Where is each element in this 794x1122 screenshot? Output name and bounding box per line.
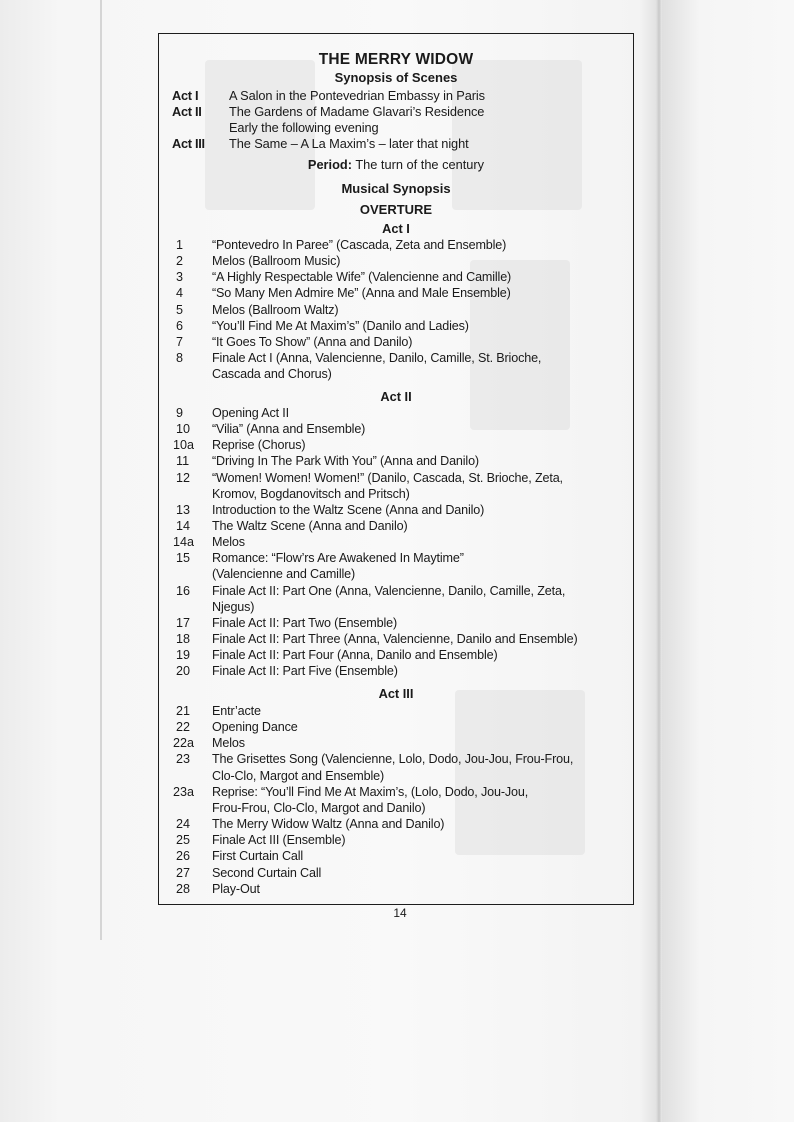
item-number: 8 (176, 351, 184, 366)
period-line (158, 157, 634, 172)
period-label: Period: (307, 157, 352, 172)
page-edge-shadow (656, 0, 662, 1122)
item-number: 10a (173, 438, 195, 453)
act1-heading: Act I (382, 221, 410, 236)
item-number: 13 (176, 502, 191, 517)
item-title: Introduction to the Waltz Scene (Anna and Danilo) (212, 502, 485, 517)
item-title: Finale Act II: Part One (Anna, Valencienne, Danilo, Camille, Zeta, Njegus) (212, 583, 566, 614)
item-title: Finale Act II: Part Five (Ensemble) (212, 664, 398, 679)
item-title: Finale Act III (Ensemble) (212, 833, 346, 848)
scene-act-label: Act I (172, 88, 199, 103)
item-title: Finale Act II: Part Three (Anna, Valencienne, Danilo and Ensemble) (212, 632, 578, 647)
item-title: The Merry Widow Waltz (Anna and Danilo) (212, 817, 445, 832)
period-value: The turn of the century (352, 157, 485, 172)
item-number: 15 (176, 551, 191, 566)
item-number: 7 (176, 334, 184, 349)
page-title: THE MERRY WIDOW (318, 51, 474, 68)
item-number: 2 (176, 254, 184, 269)
item-title: “Driving In The Park With You” (Anna and Danilo) (212, 454, 479, 469)
item-number: 6 (176, 318, 184, 333)
scene-description: Early the following evening (229, 120, 379, 135)
scene-description: A Salon in the Pontevedrian Embassy in Paris (229, 88, 485, 103)
item-number: 14 (176, 519, 191, 534)
item-title: “So Many Men Admire Me” (Anna and Male Ensemble) (212, 286, 511, 301)
item-title: Finale Act II: Part Four (Anna, Danilo and Ensemble) (212, 648, 498, 663)
item-title: Entr’acte (212, 704, 261, 718)
item-title: “Vilia” (Anna and Ensemble) (212, 422, 366, 437)
item-title: “It Goes To Show” (Anna and Danilo) (212, 334, 413, 349)
item-number: 17 (176, 615, 191, 630)
scene-act-label: Act II (172, 104, 202, 119)
item-title: The Waltz Scene (Anna and Danilo) (212, 519, 408, 534)
item-number: 10 (176, 422, 191, 437)
item-title: “You’ll Find Me At Maxim’s” (Danilo and Ladies) (212, 318, 469, 333)
scene-description: The Same – A La Maxim’s – later that night (229, 136, 469, 151)
item-title: Second Curtain Call (212, 865, 322, 880)
item-number: 16 (176, 583, 191, 598)
item-number: 23 (176, 752, 191, 767)
item-title: Opening Dance (212, 720, 298, 735)
item-number: 5 (176, 302, 184, 317)
synopsis-of-scenes-heading: Synopsis of Scenes (334, 70, 458, 85)
musical-synopsis-heading: Musical Synopsis (341, 181, 451, 196)
item-number: 28 (176, 881, 191, 896)
item-number: 26 (176, 849, 191, 864)
item-title: Reprise (Chorus) (212, 438, 306, 453)
item-number: 11 (176, 454, 190, 469)
item-title: Melos (Ballroom Music) (212, 254, 341, 269)
item-number: 23a (173, 784, 195, 799)
item-title: Melos (212, 535, 245, 550)
item-title: Play-Out (212, 881, 260, 896)
item-number: 3 (176, 270, 184, 285)
item-number: 1 (176, 238, 184, 252)
item-title: Reprise: “You’ll Find Me At Maxim’s, (Lolo, Dodo, Jou-Jou, Frou-Frou, Clo-Clo, Margot and Danilo) (212, 784, 529, 815)
item-number: 19 (176, 648, 191, 663)
item-number: 14a (173, 535, 195, 550)
item-title: Melos (212, 736, 245, 751)
item-number: 22 (176, 720, 191, 735)
overture-heading: OVERTURE (359, 202, 433, 217)
item-number: 21 (176, 704, 191, 718)
item-number: 24 (176, 817, 191, 832)
act3-heading: Act III (378, 686, 414, 701)
item-title: Opening Act II (212, 406, 290, 420)
item-title: The Grisettes Song (Valencienne, Lolo, Dodo, Jou-Jou, Frou-Frou, Clo-Clo, Margot and Ensemble) (212, 752, 574, 783)
item-number: 9 (176, 406, 184, 420)
item-number: 25 (176, 833, 191, 848)
item-number: 22a (173, 736, 195, 751)
item-title: Melos (Ballroom Waltz) (212, 302, 339, 317)
item-title: “A Highly Respectable Wife” (Valencienne and Camille) (212, 270, 512, 285)
page-number: 14 (393, 906, 407, 920)
item-title: First Curtain Call (212, 849, 304, 864)
item-number: 27 (176, 865, 191, 880)
item-number: 20 (176, 664, 191, 679)
item-title: “Pontevedro In Paree” (Cascada, Zeta and Ensemble) (212, 238, 507, 252)
act2-heading: Act II (380, 389, 412, 404)
scene-description: The Gardens of Madame Glavari’s Residence (229, 104, 485, 119)
item-number: 4 (176, 286, 184, 301)
item-number: 12 (176, 470, 191, 485)
item-title: Romance: “Flow’rs Are Awakened In Maytime” (Valencienne and Camille) (212, 551, 464, 582)
scene-act-label: Act III (172, 136, 205, 151)
item-title: Finale Act I (Anna, Valencienne, Danilo, Camille, St. Brioche, Cascada and Chorus) (212, 351, 542, 382)
item-title: Finale Act II: Part Two (Ensemble) (212, 615, 398, 630)
item-title: “Women! Women! Women!” (Danilo, Cascada, St. Brioche, Zeta, Kromov, Bogdanovitsch and Pritsch) (212, 470, 563, 501)
page-fold-line (100, 0, 102, 940)
item-number: 18 (176, 632, 191, 647)
